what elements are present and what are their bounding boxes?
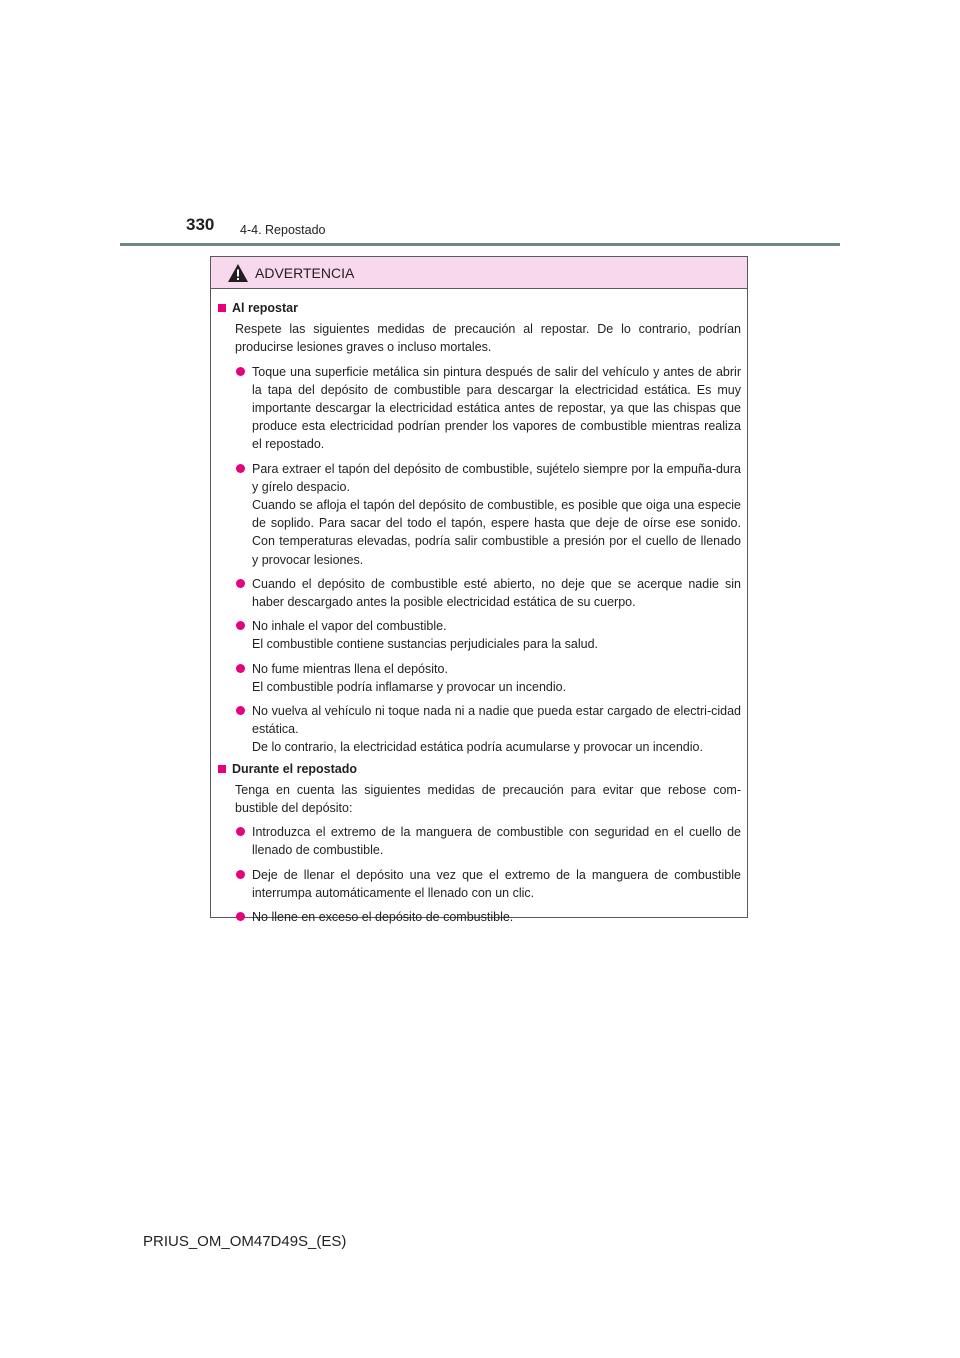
bullet-text: Para extraer el tapón del depósito de combustible, sujételo siempre por la empuña-dura y gírelo despacio. <box>252 461 741 494</box>
section-title: 4-4. Repostado <box>240 223 326 237</box>
list-item <box>235 908 741 926</box>
round-bullet-icon <box>236 664 245 673</box>
square-bullet-icon <box>218 304 226 312</box>
warning-box <box>210 256 748 925</box>
list-item <box>235 575 741 611</box>
bullet-text: Cuando el depósito de combustible esté abierto, no deje que se acerque nadie sin haber descargado antes la posible electricidad estática de su cuerpo. <box>252 576 741 610</box>
page-number: 330 <box>186 215 215 234</box>
round-bullet-icon <box>236 912 245 921</box>
list-item <box>235 460 741 569</box>
bullet-text: Toque una superficie metálica sin pintura después de salir del vehículo y antes de abrir la tapa del depósito de combustible para descargar la electricidad estática. Es muy importante descargar la electricidad estática antes de repostar, ya que las chispas que produce esta electricidad podrían prender los vapores de combustible mientras realiza el repostado. <box>252 364 741 452</box>
warning-title: ADVERTENCIA <box>255 264 355 281</box>
list-item <box>235 660 741 696</box>
bullet-text: No llene en exceso el depósito de combustible. <box>252 910 514 925</box>
bullet-text: No vuelva al vehículo ni toque nada ni a nadie que pueda estar cargado de electri-cidad estática. <box>252 704 741 737</box>
warning-triangle-icon <box>227 263 249 283</box>
bullet-text: No inhale el vapor del combustible. <box>252 619 447 634</box>
bullet-text: Cuando se afloja el tapón del depósito de combustible, es posible que oiga una especie de soplido. Para sacar del todo el tapón, espere hasta que deje de oírse ese sonido. Con temperaturas elevadas, podría salir combustible a presión por el cuello de llenado y provocar lesiones. <box>252 498 741 567</box>
section-heading: Al repostar <box>232 301 298 315</box>
bullet-text: De lo contrario, la electricidad estática podría acumularse y provocar un incendio. <box>252 740 703 755</box>
bullet-text: No fume mientras llena el depósito. <box>252 661 448 676</box>
list-item <box>235 363 741 454</box>
bullet-text: Deje de llenar el depósito una vez que el extremo de la manguera de combustible interrumpa automáticamente el llenado con un clic. <box>252 867 741 900</box>
section-intro: Tenga en cuenta las siguientes medidas de precaución para evitar que rebose com-bustible del depósito: <box>235 782 741 816</box>
list-item <box>235 617 741 653</box>
round-bullet-icon <box>236 579 245 588</box>
round-bullet-icon <box>236 464 245 473</box>
section-heading: Durante el repostado <box>232 761 358 776</box>
round-bullet-icon <box>236 870 245 879</box>
round-bullet-icon <box>236 367 245 376</box>
list-item <box>235 702 741 757</box>
warning-body <box>211 289 747 926</box>
warning-header <box>211 257 747 289</box>
square-bullet-icon <box>218 765 226 773</box>
round-bullet-icon <box>236 827 245 836</box>
round-bullet-icon <box>236 621 245 630</box>
bullet-text: El combustible podría inflamarse y provocar un incendio. <box>252 679 567 694</box>
bullet-text: Introduzca el extremo de la manguera de combustible con seguridad en el cuello de llenado de combustible. <box>252 825 741 858</box>
section-durante-el-repostado <box>217 760 741 927</box>
bullet-text: El combustible contiene sustancias perjudiciales para la salud. <box>252 637 599 652</box>
document-code: PRIUS_OM_OM47D49S_(ES) <box>143 1233 347 1250</box>
header-divider <box>120 243 840 246</box>
list-item <box>235 866 741 902</box>
section-intro: Respete las siguientes medidas de precaución al repostar. De lo contrario, podrían producirse lesiones graves o incluso mortales. <box>235 322 741 355</box>
round-bullet-icon <box>236 706 245 715</box>
list-item <box>235 823 741 859</box>
section-al-repostar <box>217 299 741 757</box>
